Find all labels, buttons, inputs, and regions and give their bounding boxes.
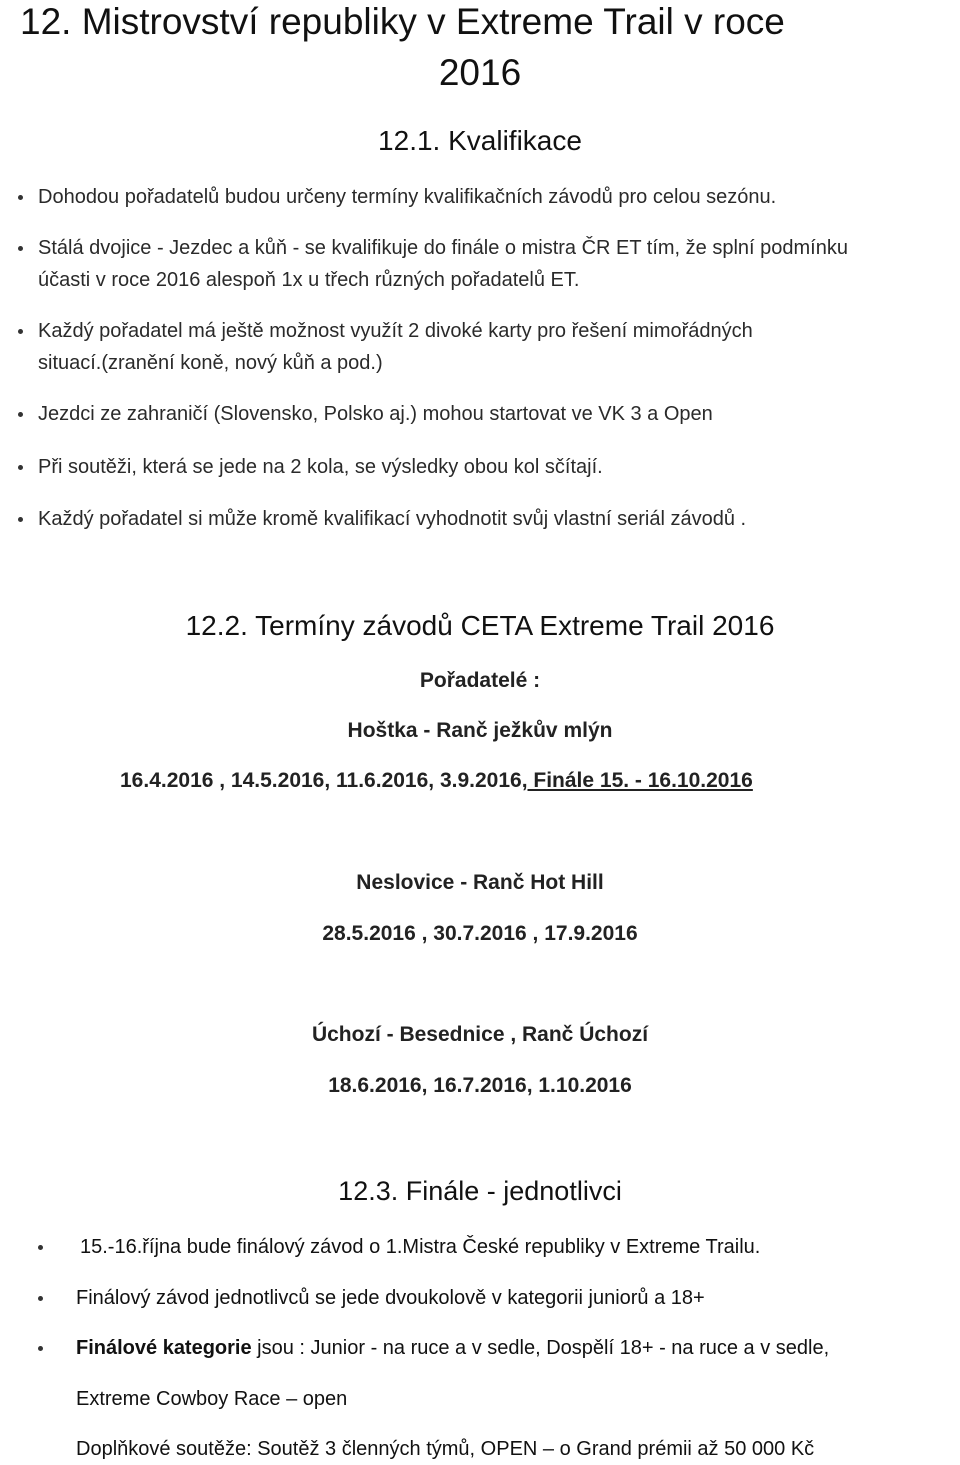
bullet-text: Dohodou pořadatelů budou určeny termíny kvalifikačních závodů pro celou sezónu. bbox=[38, 186, 777, 208]
venue-name: Hoštka - Ranč ježkův mlýn bbox=[347, 719, 613, 742]
bullet-text: 15.-16.října bude finálový závod o 1.Mistra České republiky v Extreme Trailu. bbox=[80, 1236, 761, 1258]
bullet-text: Každý pořadatel si může kromě kvalifikací vyhodnotit svůj vlastní seriál závodů . bbox=[38, 508, 747, 530]
venue-dates bbox=[120, 768, 753, 794]
categories-bold-label: Finálové kategorie bbox=[76, 1337, 252, 1359]
bullet-dot bbox=[18, 246, 23, 251]
bullet-text-continuation: účasti v roce 2016 alespoň 1x u třech různých pořadatelů ET. bbox=[38, 269, 580, 291]
bullet-dot bbox=[18, 195, 23, 200]
section-heading-final: 12.3. Finále - jednotlivci bbox=[338, 1176, 622, 1206]
bullet-dot bbox=[18, 465, 23, 470]
extra-competitions: Doplňkové soutěže: Soutěž 3 členných týmů, OPEN – o Grand prémii až 50 000 Kč bbox=[76, 1438, 815, 1460]
venue-dates-plain: 16.4.2016 , 14.5.2016, 11.6.2016, 3.9.2016 bbox=[120, 769, 522, 792]
venue-dates: 28.5.2016 , 30.7.2016 , 17.9.2016 bbox=[322, 922, 638, 945]
bullet-text: Finálový závod jednotlivců se jede dvoukolově v kategorii juniorů a 18+ bbox=[76, 1287, 705, 1309]
bullet-text: Každý pořadatel má ještě možnost využít 2 divoké karty pro řešení mimořádných bbox=[38, 320, 753, 342]
page-title-line1: 12. Mistrovství republiky v Extreme Trail v roce bbox=[20, 1, 785, 42]
bullet-dot bbox=[18, 412, 23, 417]
venue-dates: 18.6.2016, 16.7.2016, 1.10.2016 bbox=[328, 1074, 632, 1097]
categories-continuation: Extreme Cowboy Race – open bbox=[76, 1388, 348, 1410]
bullet-text: Stálá dvojice - Jezdec a kůň - se kvalifikuje do finále o mistra ČR ET tím, že splní podmínku bbox=[38, 237, 848, 259]
bullet-text-continuation: situací.(zranění koně, nový kůň a pod.) bbox=[38, 352, 383, 374]
bullet-dot bbox=[38, 1346, 43, 1351]
bullet-dot bbox=[38, 1296, 43, 1301]
bullet-text: Při soutěži, která se jede na 2 kola, se výsledky obou kol sčítají. bbox=[38, 456, 603, 478]
categories-rest: jsou : Junior - na ruce a v sedle, Dospělí 18+ - na ruce a v sedle, bbox=[251, 1337, 830, 1359]
bullet-dot bbox=[18, 517, 23, 522]
venue-name: Neslovice - Ranč Hot Hill bbox=[356, 871, 604, 894]
venue-name: Úchozí - Besednice , Ranč Úchozí bbox=[311, 1023, 649, 1046]
page-title-line2: 2016 bbox=[438, 52, 522, 93]
bullet-dot bbox=[38, 1245, 43, 1250]
categories-text bbox=[76, 1335, 829, 1361]
final-dates-underlined: , Finále 15. - 16.10.2016 bbox=[521, 769, 753, 792]
bullet-text: Jezdci ze zahraničí (Slovensko, Polsko aj.) mohou startovat ve VK 3 a Open bbox=[38, 403, 713, 425]
section-heading-qualification: 12.1. Kvalifikace bbox=[378, 125, 582, 156]
section-heading-dates: 12.2. Termíny závodů CETA Extreme Trail 2016 bbox=[185, 610, 775, 641]
bullet-dot bbox=[18, 329, 23, 334]
organizers-label: Pořadatelé : bbox=[419, 669, 541, 692]
